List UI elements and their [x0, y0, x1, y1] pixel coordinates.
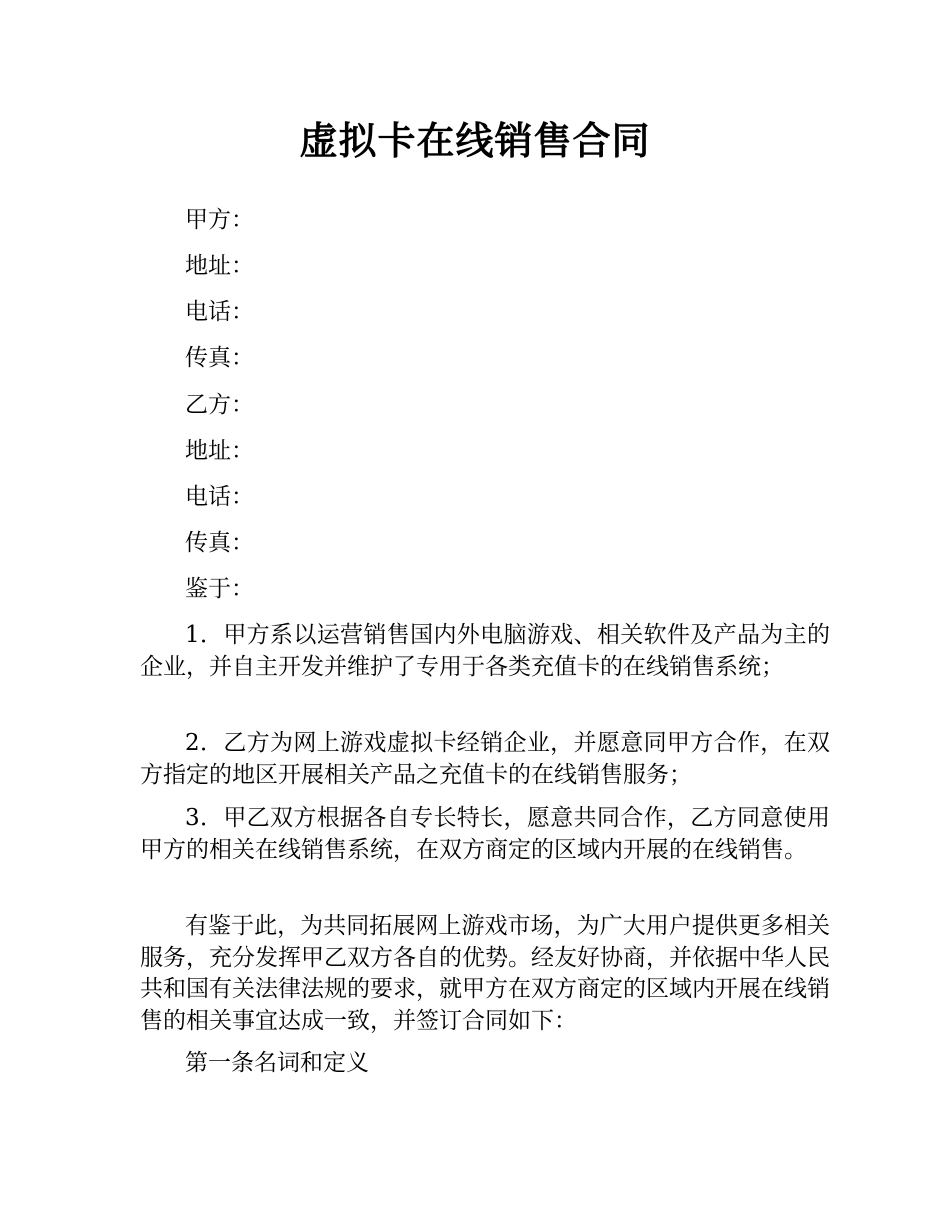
document-title: 虚拟卡在线销售合同: [299, 119, 651, 163]
party-b-phone-label: 电话：: [185, 484, 254, 510]
party-b-label: 乙方：: [185, 392, 254, 418]
recital-paragraph-1: 1．甲方系以运营销售国内外电脑游戏、相关软件及产品为主的企业，并自主开发并维护了专用于各类充值卡的在线销售系统；: [140, 622, 830, 680]
party-b-fax-label: 传真：: [185, 530, 254, 556]
party-b-address-label: 地址：: [185, 438, 254, 464]
recital-paragraph-3: 3．甲乙双方根据各自专长特长，愿意共同合作，乙方同意使用甲方的相关在线销售系统，在双方商定的区域内开展的在线销售。: [140, 805, 830, 863]
agreement-paragraph: 有鉴于此，为共同拓展网上游戏市场，为广大用户提供更多相关服务，充分发挥甲乙双方各自的优势。经友好协商，并依据中华人民共和国有关法律法规的要求，就甲方在双方商定的区域内开展在线销售的相关事宜达成一致，并签订合同如下：: [140, 913, 830, 1034]
party-a-phone-label: 电话：: [185, 299, 254, 325]
party-a-label: 甲方：: [185, 207, 254, 233]
recital-paragraph-2: 2．乙方为网上游戏虚拟卡经销企业，并愿意同甲方合作，在双方指定的地区开展相关产品之充值卡的在线销售服务；: [140, 730, 830, 788]
whereas-label: 鉴于：: [185, 576, 254, 602]
section-heading: 第一条名词和定义: [185, 1050, 369, 1076]
party-a-address-label: 地址：: [185, 253, 254, 279]
party-a-fax-label: 传真：: [185, 345, 254, 371]
